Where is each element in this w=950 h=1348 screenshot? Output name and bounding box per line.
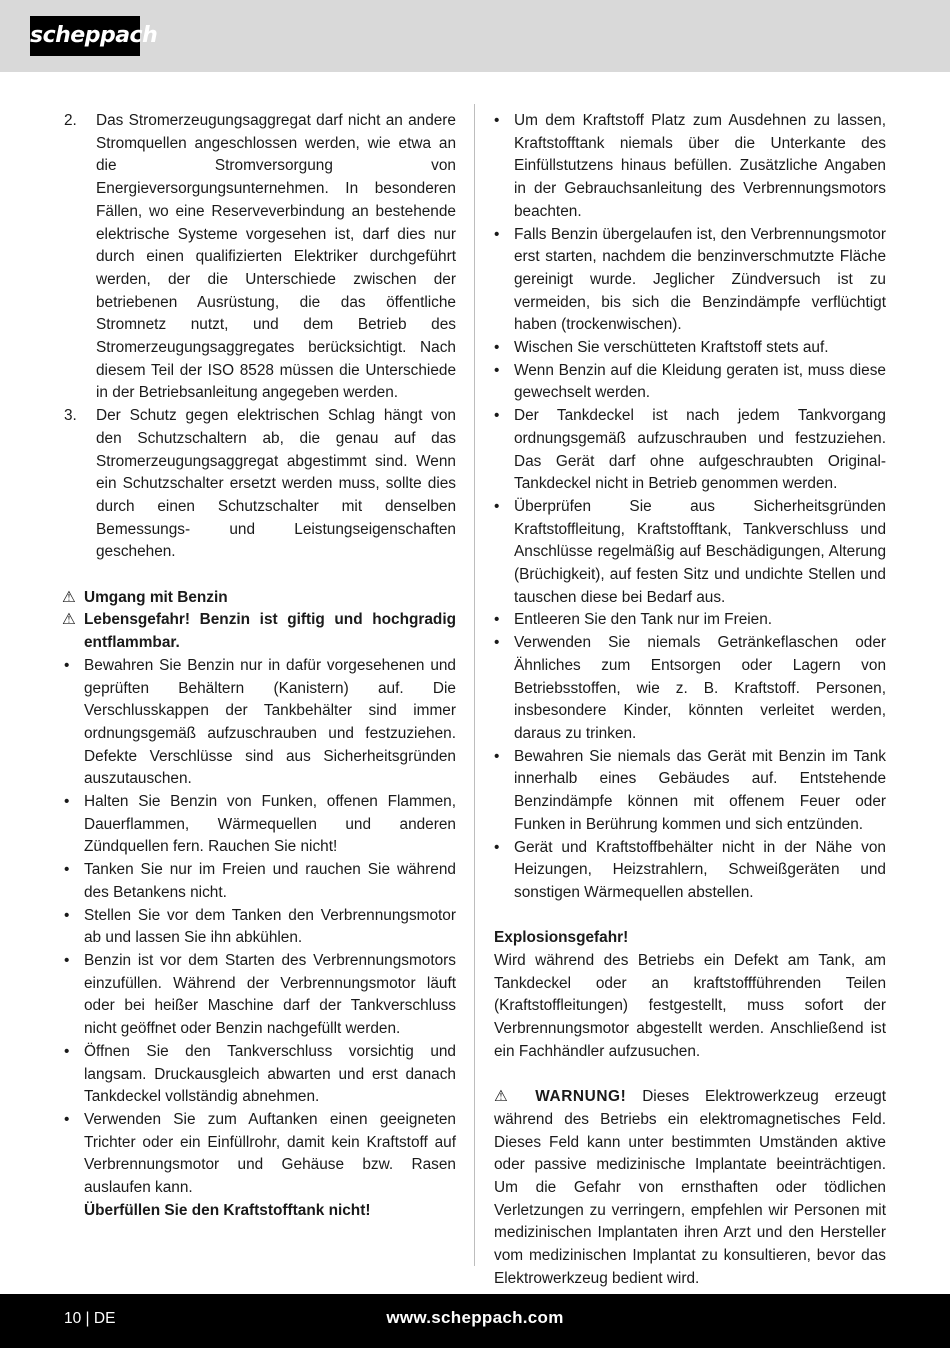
list-item: • Um dem Kraftstoff Platz zum Ausdehnen zu lassen, Kraftstofftank niemals über die Unterkante des Einfüllstutzens hinaus befüllen. Zusätzliche Angaben in der Gebrauchsanleitung des Verbrennungsmotors beachten. (494, 112, 886, 220)
column-divider (474, 104, 475, 1266)
closing-warning: Überfüllen Sie den Kraftstofftank nicht! (84, 1201, 371, 1219)
bullet-icon: • (494, 225, 500, 243)
explosion-text: Wird während des Betriebs ein Defekt am Tank, am Tankdeckel oder an kraftstoffführenden Teilen (Kraftstoffleitungen) festgestellt, muss sofort der Verbrennungsmotor abgestellt werden. Anschließend ist ein Fachhändler aufzusuchen. (494, 952, 886, 1060)
item-number: 2. (64, 112, 77, 129)
section-heading-petrol (62, 587, 456, 610)
heading-text: Umgang mit Benzin (84, 588, 228, 606)
list-item: • Bewahren Sie niemals das Gerät mit Benzin im Tank innerhalb eines Gebäudes auf. Entstehende Benzindämpfe können mit offenem Feuer oder Funken in Berührung kommen und sich entzünden. (494, 747, 886, 833)
bullet-icon: • (494, 361, 500, 379)
item-text: Der Schutz gegen elektrischen Schlag hängt von den Schutzschaltern ab, die genau auf das Stromerzeugungsaggregat abgestimmt sind. Wenn ein Schutzschalter ersetzt werden muss, sollte dies durch einen Schutzschalter mit denselben Bemessungs- und Leistungseigenschaften geschehen. (96, 407, 456, 561)
list-item: • Wischen Sie verschütteten Kraftstoff stets auf. (494, 337, 886, 360)
bullet-icon: • (64, 861, 70, 879)
list-item: • Der Tankdeckel ist nach jedem Tankvorgang ordnungsgemäß aufzuschrauben und festzuziehen. Das Gerät darf ohne aufgeschraubten Original-Tankdeckel nicht in Betrieb genommen werden. (494, 407, 886, 493)
list-item: • Falls Benzin übergelaufen ist, den Verbrennungsmotor erst starten, nachdem die benzinverschmutzte Fläche gereinigt wurde. Jeglicher Zündversuch ist zu vermeiden, bis sich die Benzindämpfe verflüchtigt haben (trockenwischen). (494, 225, 886, 334)
numbered-item-3 (62, 405, 456, 564)
bullet-icon: • (494, 407, 500, 425)
numbered-item-2 (62, 110, 456, 405)
list-item: • Tanken Sie nur im Freien und rauchen Sie während des Betankens nicht. (64, 861, 456, 901)
list-item: • Stellen Sie vor dem Tanken den Verbrennungsmotor ab und lassen Sie ihn abkühlen. (64, 906, 456, 947)
right-column (494, 110, 886, 1291)
list-item: • Halten Sie Benzin von Funken, offenen Flammen, Dauerflammen, Wärmequellen und anderen Zündquellen fern. Rauchen Sie nicht! (64, 793, 456, 856)
bullet-icon: • (64, 1110, 70, 1128)
bullet-icon: • (64, 793, 70, 811)
bullet-icon: • (494, 838, 500, 856)
page-header (0, 0, 950, 72)
warning-triangle-icon: ⚠ (494, 1088, 520, 1106)
item-number: 3. (64, 407, 77, 425)
bullet-icon: • (494, 747, 500, 765)
explosion-heading: Explosionsgefahr! (494, 929, 629, 947)
bullet-icon: • (494, 634, 500, 652)
bullet-icon: • (494, 339, 500, 357)
website-link[interactable]: www.scheppach.com (386, 1308, 564, 1327)
heading-text: Lebensgefahr! Benzin ist giftig und hochgradig entflammbar. (84, 611, 456, 652)
page-number: 10 | DE (64, 1310, 116, 1327)
bullet-icon: • (494, 497, 500, 515)
warning-text: Dieses Elektrowerkzeug erzeugt während des Betriebs ein elektromagnetisches Feld. Dieses Feld kann unter bestimmten Umständen aktive oder passive medizinische Implantate beeinträchtigen. Um die Gefahr von ernsthaften oder tödlichen Verletzungen zu verringern, empfehlen wir Personen mit medizinischen Implantaten ihren Arzt und den Hersteller vom medizinischen Implantat zu konsultieren, bevor das Elektrowerkzeug bedient wird. (494, 1088, 886, 1287)
item-text: Das Stromerzeugungsaggregat darf nicht an andere Stromquellen angeschlossen werden, wie etwa an die Stromversorgung von Energieversorgungsunternehmen. In besonderen Fällen, wo eine Reserveverbindung an bestehende elektrische Systeme vorgesehen ist, darf dies nur durch einen qualifizierten Elektriker durchgeführt werden, der die Unterschiede zwischen der betriebenen Ausrüstung, die das öffentliche Stromnetz nutzt, und dem Betrieb des Stromerzeugungsaggregates berücksichtigt. Nach diesem Teil der ISO 8528 müssen die Unterschiede in der Betriebsanleitung angegeben werden. (96, 112, 456, 402)
bullet-icon: • (494, 611, 500, 629)
page-footer (0, 1294, 950, 1348)
list-item: • Überprüfen Sie aus Sicherheitsgründen Kraftstoffleitung, Kraftstofftank, Tankverschluss und Anschlüsse regelmäßig auf Beschädigungen, Alterung (Brüchigkeit), auf festen Sitz und undichte Stellen und tauschen diese bei Bedarf aus. (494, 497, 886, 606)
list-item: • Gerät und Kraftstoffbehälter nicht in der Nähe von Heizungen, Heizstrahlern, Schweißgeräten und sonstigen Wärmequellen abstellen. (494, 838, 886, 901)
warning-label: WARNUNG! (535, 1088, 627, 1106)
list-item: • Öffnen Sie den Tankverschluss vorsichtig und langsam. Druckausgleich abwarten und erst danach Tankdeckel vollständig abnehmen. (64, 1042, 456, 1106)
list-item: • Verwenden Sie zum Auftanken einen geeigneten Trichter oder ein Einfüllrohr, damit kein Kraftstoff auf Verbrennungsmotor und Gehäuse bzw. Rasen auslaufen kann. (64, 1110, 456, 1197)
bullet-icon: • (64, 656, 70, 674)
bullet-icon: • (64, 952, 70, 969)
brand-logo: scheppach (30, 16, 140, 56)
list-item: • Benzin ist vor dem Starten des Verbrennungsmotors einzufüllen. Während der Verbrennungsmotor läuft oder bei heißer Maschine darf der Tankverschluss nicht geöffnet oder Benzin nachgefüllt werden. (64, 952, 456, 1038)
warning-paragraph (494, 1086, 886, 1290)
list-item: • Entleeren Sie den Tank nur im Freien. (494, 609, 886, 632)
list-item: • Verwenden Sie niemals Getränkeflaschen oder Ähnliches zum Entsorgen oder Lagern von Betriebsstoffen, wie z. B. Kraftstoff. Personen, insbesondere Kinder, könnten verleitet werden, daraus zu trinken. (494, 634, 886, 742)
list-item: • Bewahren Sie Benzin nur in dafür vorgesehenen und geprüften Behältern (Kanistern) auf. Die Verschlusskappen der Tankbehälter sind immer ordnungsgemäß aufzuschrauben und festzuziehen. Defekte Verschlüsse sind aus Sicherheitsgründen auszutauschen. (64, 656, 456, 788)
warning-triangle-icon: ⚠ (62, 588, 76, 606)
left-column (62, 110, 456, 1222)
warning-triangle-icon: ⚠ (62, 611, 76, 629)
bullet-icon: • (64, 1042, 70, 1060)
list-item: • Wenn Benzin auf die Kleidung geraten ist, muss diese gewechselt werden. (494, 361, 886, 402)
bullet-icon: • (64, 906, 70, 924)
bullet-icon: • (494, 112, 500, 129)
section-heading-danger (62, 609, 456, 654)
